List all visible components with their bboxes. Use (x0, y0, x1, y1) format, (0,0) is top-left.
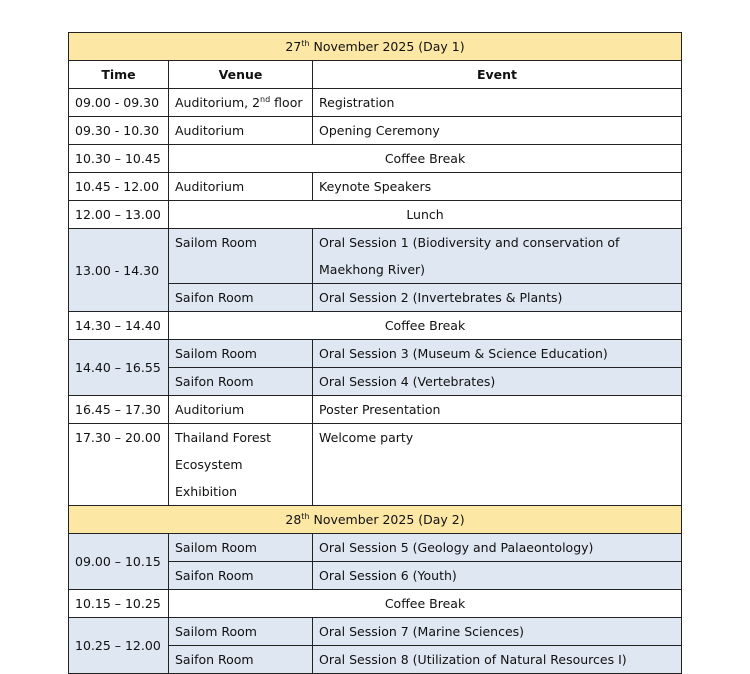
column-header-event: Event (313, 61, 682, 89)
day2-title: November 2025 (Day 2) (309, 512, 465, 527)
column-header-time: Time (69, 61, 169, 89)
venue-superscript: nd (260, 94, 271, 104)
event-cell: Oral Session 8 (Utilization of Natural Resources I) (313, 646, 682, 674)
table-row (69, 201, 682, 229)
venue-cell: Sailom Room (169, 534, 313, 562)
venue-cell: Saifon Room (169, 646, 313, 674)
column-header-row (69, 61, 682, 89)
event-cell: Welcome party (313, 424, 682, 506)
day2-header (69, 506, 682, 534)
venue-cell: Saifon Room (169, 284, 313, 312)
event-cell: Oral Session 2 (Invertebrates & Plants) (313, 284, 682, 312)
break-cell: Coffee Break (169, 312, 682, 340)
table-row (69, 173, 682, 201)
venue-cell: Saifon Room (169, 562, 313, 590)
time-cell: 10.45 - 12.00 (69, 173, 169, 201)
day2-date: 28 (285, 512, 302, 527)
venue-cell: Thailand Forest Ecosystem Exhibition (169, 424, 313, 506)
day2-date-suffix: th (301, 511, 310, 521)
venue-cell: Auditorium (169, 117, 313, 145)
event-cell: Oral Session 6 (Youth) (313, 562, 682, 590)
venue-cell: Sailom Room (169, 340, 313, 368)
table-row (69, 590, 682, 618)
time-cell: 16.45 – 17.30 (69, 396, 169, 424)
event-cell: Oral Session 1 (Biodiversity and conservation of Maekhong River) (313, 229, 682, 284)
day1-header (69, 33, 682, 61)
time-cell: 09.30 - 10.30 (69, 117, 169, 145)
break-cell: Coffee Break (169, 590, 682, 618)
time-cell: 14.40 – 16.55 (69, 340, 169, 396)
event-cell: Oral Session 4 (Vertebrates) (313, 368, 682, 396)
venue-cell: Sailom Room (169, 618, 313, 646)
venue-cell: Sailom Room (169, 229, 313, 284)
venue-text: Auditorium, 2 (175, 95, 261, 110)
time-cell: 09.00 - 09.30 (69, 89, 169, 117)
day1-date-suffix: th (301, 38, 310, 48)
table-row (69, 117, 682, 145)
venue-text-rest: floor (270, 95, 303, 110)
event-cell: Poster Presentation (313, 396, 682, 424)
event-cell: Opening Ceremony (313, 117, 682, 145)
table-row (69, 145, 682, 173)
time-cell: 10.25 – 12.00 (69, 618, 169, 674)
time-cell: 13.00 - 14.30 (69, 229, 169, 312)
day2-header-row (69, 506, 682, 534)
venue-cell: Auditorium (169, 396, 313, 424)
day1-header-row (69, 33, 682, 61)
event-cell: Keynote Speakers (313, 173, 682, 201)
table-row (69, 396, 682, 424)
table-row (69, 312, 682, 340)
schedule-table (68, 32, 682, 674)
table-row (69, 89, 682, 117)
time-cell: 14.30 – 14.40 (69, 312, 169, 340)
column-header-venue: Venue (169, 61, 313, 89)
venue-cell: Saifon Room (169, 368, 313, 396)
time-cell: 09.00 – 10.15 (69, 534, 169, 590)
event-cell: Oral Session 7 (Marine Sciences) (313, 618, 682, 646)
event-cell: Registration (313, 89, 682, 117)
day1-title: November 2025 (Day 1) (309, 39, 465, 54)
time-cell: 12.00 – 13.00 (69, 201, 169, 229)
table-row (69, 424, 682, 506)
break-cell: Lunch (169, 201, 682, 229)
venue-cell (169, 89, 313, 117)
day1-date: 27 (285, 39, 302, 54)
table-row (69, 618, 682, 646)
time-cell: 17.30 – 20.00 (69, 424, 169, 506)
event-cell: Oral Session 3 (Museum & Science Education) (313, 340, 682, 368)
venue-cell: Auditorium (169, 173, 313, 201)
break-cell: Coffee Break (169, 145, 682, 173)
table-row (69, 340, 682, 368)
table-row (69, 229, 682, 284)
table-row (69, 534, 682, 562)
time-cell: 10.15 – 10.25 (69, 590, 169, 618)
event-cell: Oral Session 5 (Geology and Palaeontology) (313, 534, 682, 562)
time-cell: 10.30 – 10.45 (69, 145, 169, 173)
